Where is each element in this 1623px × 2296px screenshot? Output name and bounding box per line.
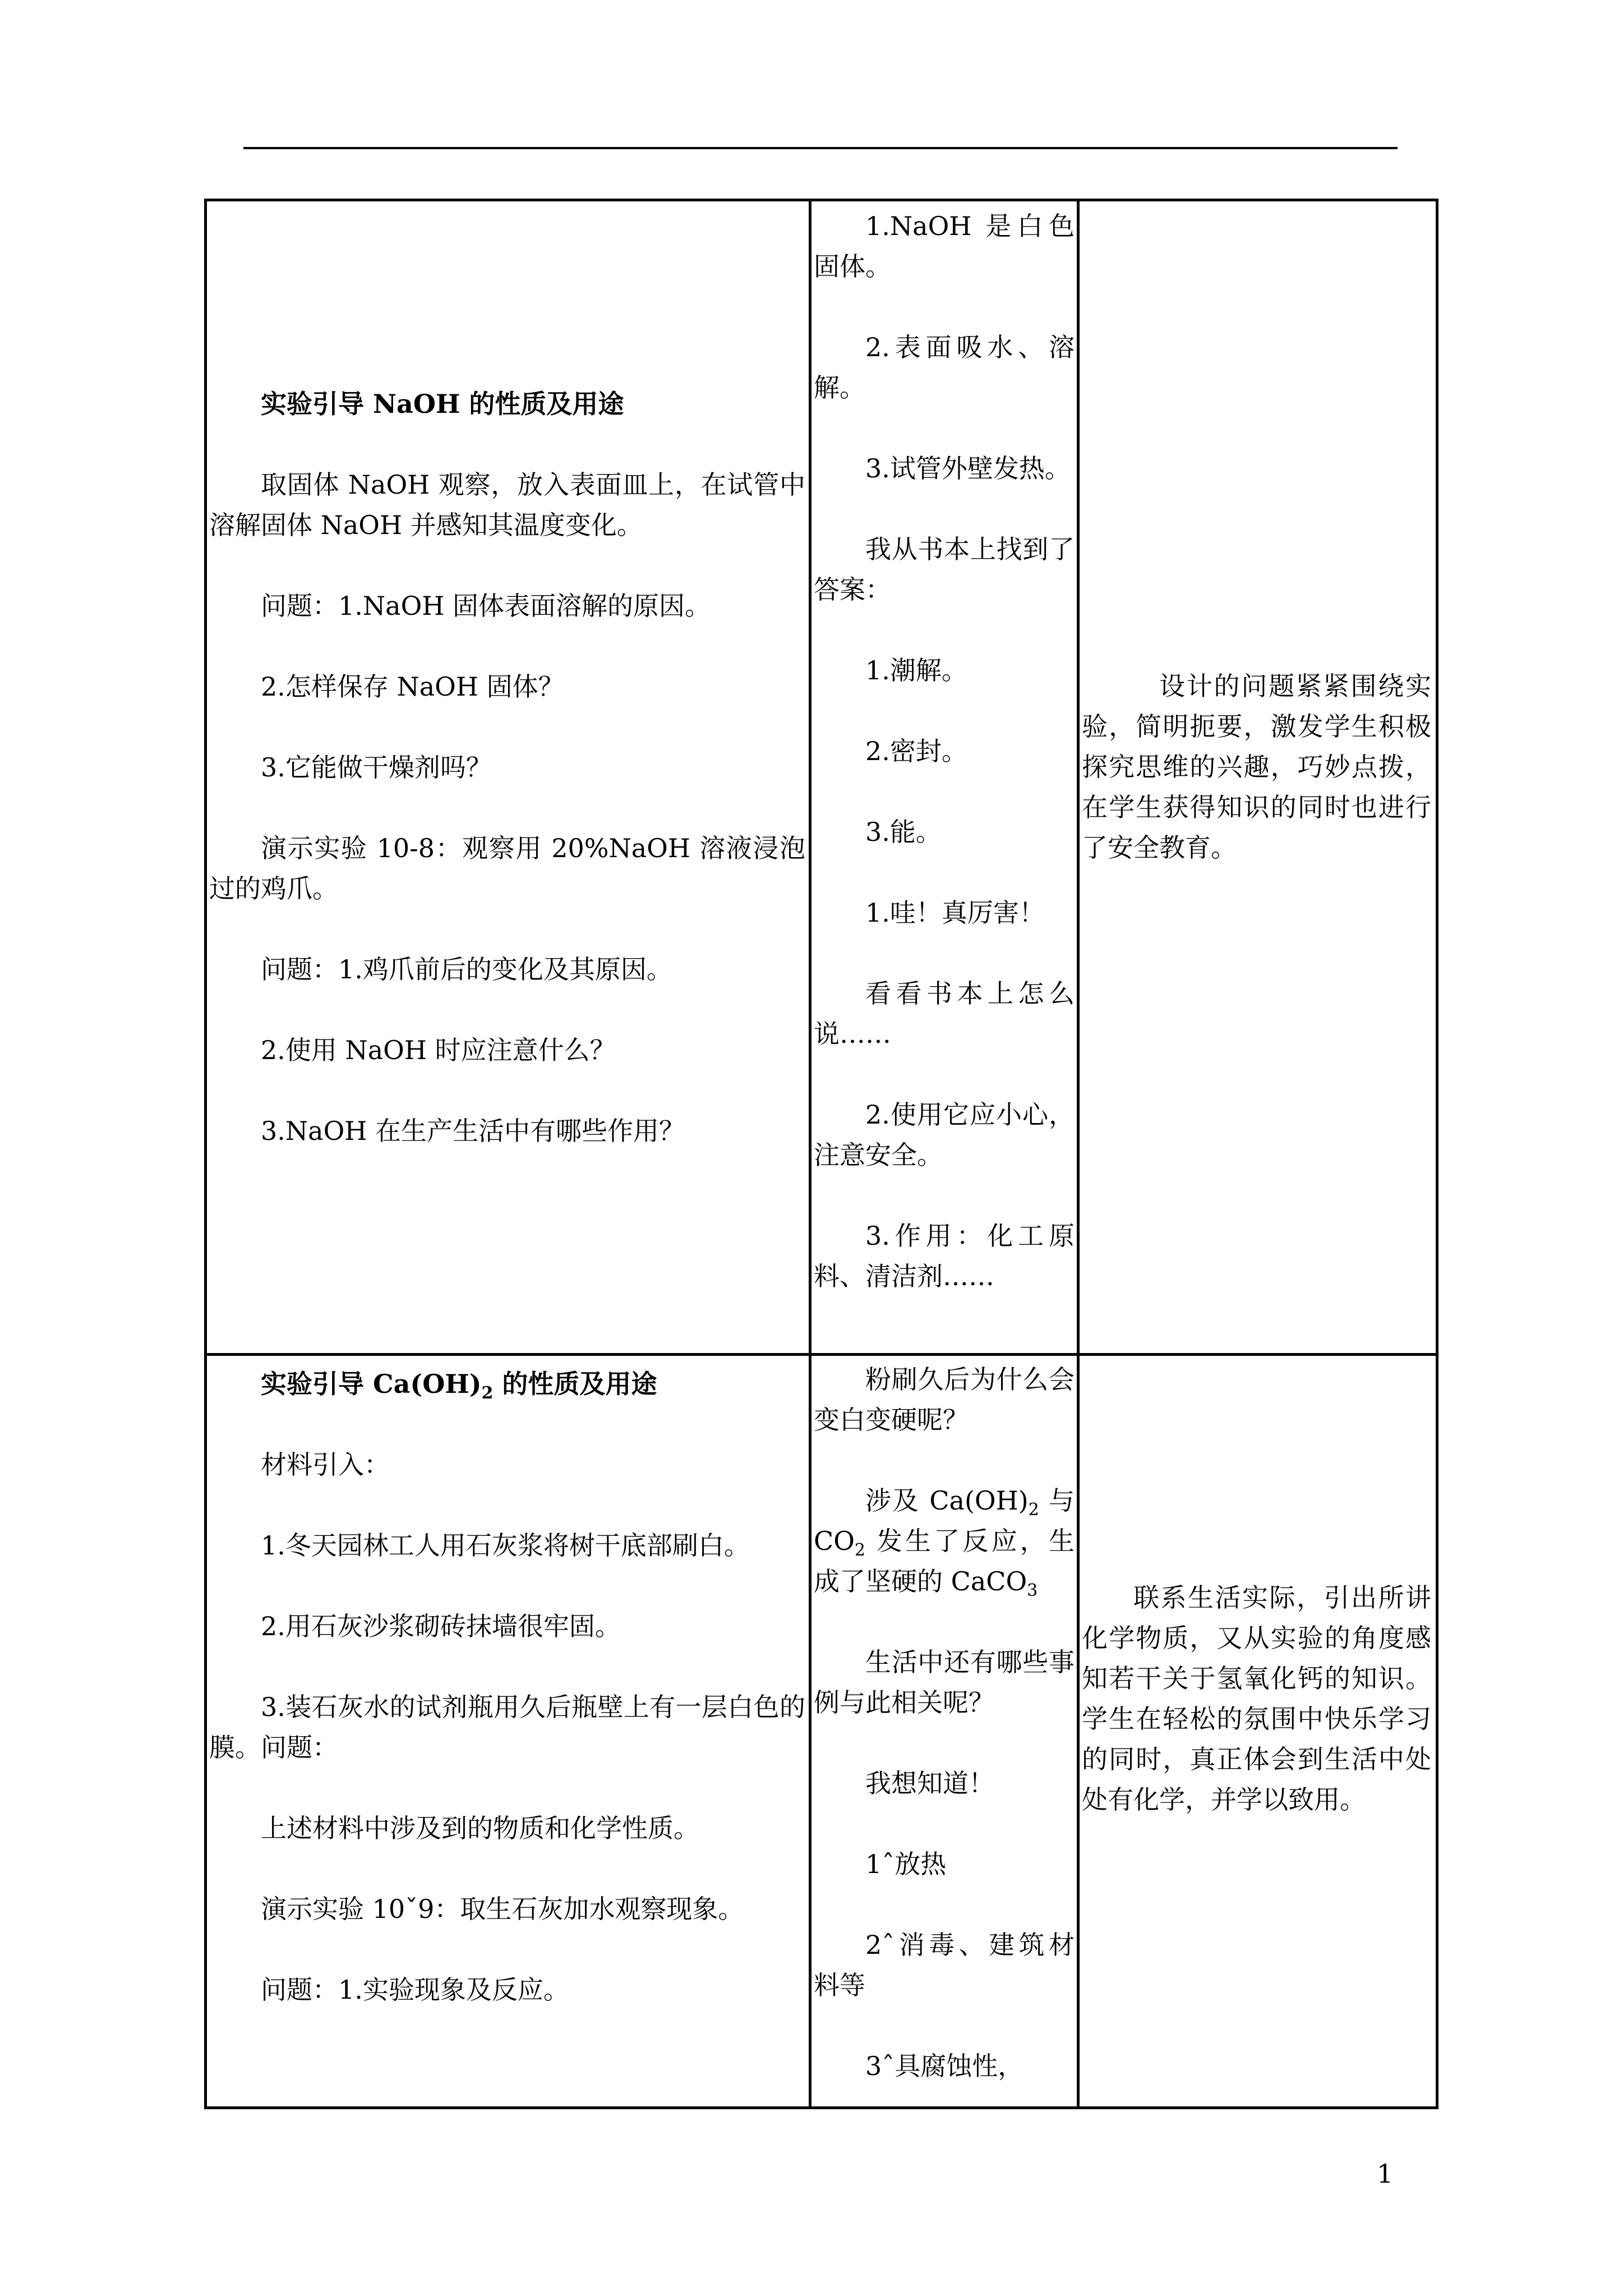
student-line: 1.哇！真厉害！ (865, 898, 1045, 928)
student-line: 生活中还有哪些事例与此相关呢？ (814, 1647, 1075, 1718)
student-activity-cell (810, 200, 1078, 1355)
formula-text: 涉及 Ca(OH) (865, 1485, 1029, 1516)
table-row (206, 1355, 1437, 2108)
activity-line: 2.怎样保存 NaOH 固体？ (261, 671, 564, 702)
student-line: 3.作用：化工原料、清洁剂…… (814, 1221, 1075, 1291)
subscript: 3 (1027, 1581, 1038, 1601)
activity-line: 3.它能做干燥剂吗？ (261, 752, 492, 783)
student-line (814, 1480, 1075, 1602)
design-intent-text: 联系生活实际，引出所讲化学物质，又从实验的角度感知若干关于氢氧化钙的知识。学生在轻松的氛围中快乐学习的同时，真正体会到生活中处处有化学，并学以致用。 (1082, 1582, 1431, 1815)
activity-line: 问题：1.鸡爪前后的变化及其原因。 (261, 954, 672, 984)
student-line: 2.表面吸水、溶解。 (814, 332, 1075, 403)
activity-line: 1.冬天园林工人用石灰浆将树干底部刷白。 (261, 1530, 750, 1561)
student-line: 2.密封。 (865, 736, 967, 766)
formula-text: 发生了反应，生成了坚硬的 CaCO (814, 1526, 1075, 1596)
student-line: 2ˆ消毒、建筑材料等 (814, 1930, 1075, 2000)
page-number: 1 (1377, 2159, 1394, 2189)
lesson-plan-table (204, 199, 1438, 2109)
subscript: 2 (481, 1383, 494, 1404)
student-line: 3.能。 (865, 817, 942, 847)
section-heading (209, 1364, 805, 1404)
student-line: 我想知道！ (865, 1768, 994, 1798)
heading-text: 的性质及用途 (493, 1369, 657, 1399)
activity-line: 3.装石灰水的试剂瓶用久后瓶壁上有一层白色的膜。问题： (209, 1692, 805, 1763)
header-rule (243, 147, 1398, 149)
table-row (206, 200, 1437, 1355)
activity-line: 上述材料中涉及到的物质和化学性质。 (261, 1813, 699, 1843)
activity-line: 2.使用 NaOH 时应注意什么？ (261, 1035, 616, 1065)
activity-line: 2.用石灰沙浆砌砖抹墙很牢固。 (261, 1611, 621, 1641)
activity-line: 材料引入： (261, 1450, 390, 1480)
student-line: 看看书本上怎么说…… (814, 978, 1075, 1049)
student-line: 1ˆ放热 (865, 1849, 947, 1879)
subscript: 2 (1028, 1500, 1039, 1520)
activity-line: 问题：1.实验现象及反应。 (261, 1975, 569, 2005)
student-line: 1.潮解。 (865, 655, 967, 685)
student-activity-cell (810, 1355, 1078, 2108)
student-line: 2.使用它应小心，注意安全。 (814, 1099, 1075, 1170)
design-intent-cell (1078, 200, 1437, 1355)
activity-line: 3.NaOH 在生产生活中有哪些作用？ (261, 1116, 685, 1146)
student-line: 我从书本上找到了答案： (814, 534, 1075, 605)
design-intent-cell (1078, 1355, 1437, 2108)
student-line: 3ˆ具腐蚀性， (865, 2051, 1024, 2081)
student-line: 粉刷久后为什么会变白变硬呢？ (814, 1364, 1075, 1435)
formula-text: 与 CO (814, 1485, 1075, 1556)
teacher-activity-cell (206, 1355, 810, 2108)
activity-line: 问题：1.NaOH 固体表面溶解的原因。 (261, 591, 711, 621)
activity-line: 演示实验 10-8：观察用 20%NaOH 溶液浸泡过的鸡爪。 (209, 833, 805, 904)
activity-line: 取固体 NaOH 观察，放入表面皿上，在试管中溶解固体 NaOH 并感知其温度变化。 (209, 470, 805, 540)
design-intent-text: 设计的问题紧紧围绕实验，简明扼要，激发学生积极探究思维的兴趣，巧妙点拨，在学生获得知识的同时也进行了安全教育。 (1082, 671, 1431, 863)
section-heading: 实验引导 NaOH 的性质及用途 (261, 389, 624, 419)
student-line: 1.NaOH 是白色固体。 (814, 211, 1075, 282)
student-line: 3.试管外壁发热。 (865, 453, 1071, 484)
activity-line: 演示实验 10ˇ9：取生石灰加水观察现象。 (261, 1894, 744, 1924)
teacher-activity-cell (206, 200, 810, 1355)
heading-text: 实验引导 Ca(OH) (261, 1369, 482, 1399)
subscript: 2 (854, 1540, 866, 1561)
